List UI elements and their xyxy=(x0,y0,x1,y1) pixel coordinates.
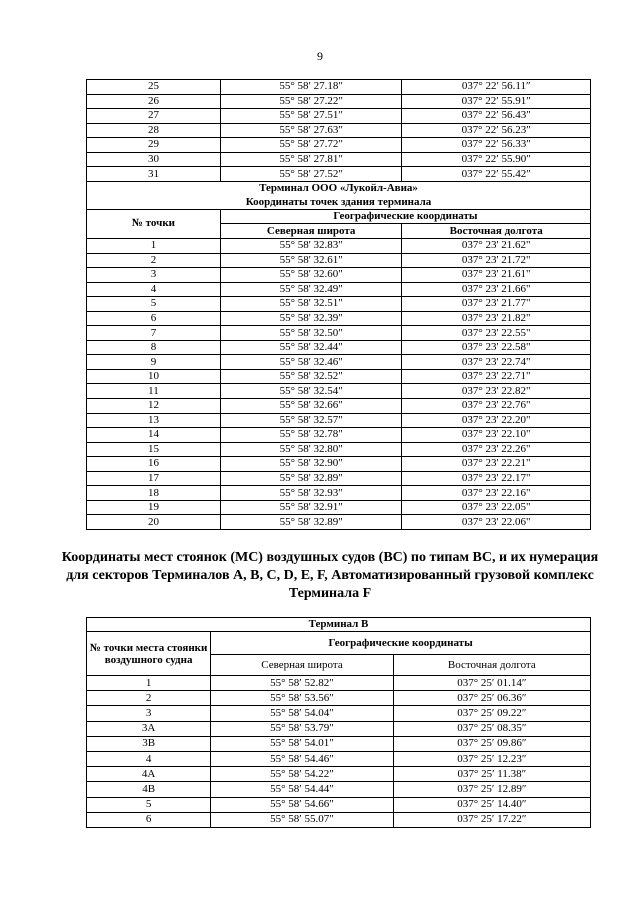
longitude: 037° 25′ 09.86″ xyxy=(393,736,590,751)
point-number: 2 xyxy=(87,253,221,268)
point-number: 25 xyxy=(87,80,221,95)
table-row xyxy=(87,326,591,341)
table-title-row xyxy=(87,618,591,632)
table-row xyxy=(87,138,591,153)
table-row xyxy=(87,167,591,182)
table-row xyxy=(87,297,591,312)
table-row xyxy=(87,369,591,384)
table-row xyxy=(87,782,591,797)
point-number: 4B xyxy=(87,782,211,797)
longitude: 037° 23' 21.62" xyxy=(402,239,591,254)
point-number: 12 xyxy=(87,399,221,414)
longitude: 037° 23' 22.10" xyxy=(402,428,591,443)
longitude: 037° 22′ 56.33″ xyxy=(402,138,591,153)
table-row xyxy=(87,457,591,472)
latitude: 55° 58' 32.61" xyxy=(220,253,402,268)
column-header-lat: Северная широта xyxy=(220,224,402,239)
table-title-row xyxy=(87,181,591,195)
longitude: 037° 22′ 55.91″ xyxy=(402,94,591,109)
point-number: 2 xyxy=(87,691,211,706)
table-row xyxy=(87,340,591,355)
latitude: 55° 58' 32.90" xyxy=(220,457,402,472)
latitude: 55° 58′ 54.01″ xyxy=(211,736,393,751)
longitude: 037° 23' 22.16" xyxy=(402,486,591,501)
latitude: 55° 58' 32.44" xyxy=(220,340,402,355)
table-row xyxy=(87,471,591,486)
table-row xyxy=(87,109,591,124)
column-header-lon: Восточная долгота xyxy=(402,224,591,239)
table-row xyxy=(87,442,591,457)
longitude: 037° 23' 22.20" xyxy=(402,413,591,428)
point-number: 31 xyxy=(87,167,221,182)
latitude: 55° 58′ 27.52″ xyxy=(220,167,402,182)
longitude: 037° 22′ 55.42″ xyxy=(402,167,591,182)
latitude: 55° 58′ 27.51″ xyxy=(220,109,402,124)
latitude: 55° 58′ 54.22″ xyxy=(211,767,393,782)
point-number: 19 xyxy=(87,500,221,515)
point-number: 5 xyxy=(87,297,221,312)
table-row xyxy=(87,413,591,428)
point-number: 6 xyxy=(87,812,211,827)
table-row xyxy=(87,384,591,399)
table-row xyxy=(87,515,591,530)
longitude: 037° 23' 22.26" xyxy=(402,442,591,457)
latitude: 55° 58′ 54.46″ xyxy=(211,751,393,766)
point-number: 26 xyxy=(87,94,221,109)
latitude: 55° 58' 32.49" xyxy=(220,282,402,297)
latitude: 55° 58' 32.57" xyxy=(220,413,402,428)
latitude: 55° 58′ 55.07″ xyxy=(211,812,393,827)
latitude: 55° 58' 32.52" xyxy=(220,369,402,384)
column-header-point: № точки xyxy=(87,209,221,238)
point-number: 1 xyxy=(87,239,221,254)
terminal-b-stands-table xyxy=(86,617,591,828)
longitude: 037° 23' 22.05" xyxy=(402,500,591,515)
longitude: 037° 23' 21.82" xyxy=(402,311,591,326)
latitude: 55° 58′ 27.72″ xyxy=(220,138,402,153)
point-number: 18 xyxy=(87,486,221,501)
latitude: 55° 58′ 52.82″ xyxy=(211,676,393,691)
longitude: 037° 25′ 12.23″ xyxy=(393,751,590,766)
longitude: 037° 23' 21.61" xyxy=(402,268,591,283)
latitude: 55° 58′ 27.22″ xyxy=(220,94,402,109)
table-row xyxy=(87,797,591,812)
column-header-lon: Восточная долгота xyxy=(393,655,590,676)
point-number: 27 xyxy=(87,109,221,124)
latitude: 55° 58' 32.93" xyxy=(220,486,402,501)
latitude: 55° 58' 32.46" xyxy=(220,355,402,370)
longitude: 037° 23' 22.17" xyxy=(402,471,591,486)
longitude: 037° 22′ 55.90″ xyxy=(402,152,591,167)
latitude: 55° 58' 32.78" xyxy=(220,428,402,443)
table-row xyxy=(87,123,591,138)
latitude: 55° 58' 32.89" xyxy=(220,515,402,530)
table-row xyxy=(87,500,591,515)
longitude: 037° 23' 22.71" xyxy=(402,369,591,384)
column-header-geo: Географические координаты xyxy=(211,632,591,655)
point-number: 29 xyxy=(87,138,221,153)
point-number: 10 xyxy=(87,369,221,384)
header-row xyxy=(87,209,591,224)
point-number: 14 xyxy=(87,428,221,443)
latitude: 55° 58′ 54.66″ xyxy=(211,797,393,812)
longitude: 037° 23' 21.72" xyxy=(402,253,591,268)
latitude: 55° 58' 32.50" xyxy=(220,326,402,341)
table-subtitle: Координаты точек здания терминала xyxy=(87,195,591,209)
table-row xyxy=(87,80,591,95)
table-subtitle-row xyxy=(87,195,591,209)
latitude: 55° 58′ 53.79″ xyxy=(211,721,393,736)
longitude: 037° 23' 22.21" xyxy=(402,457,591,472)
point-number: 16 xyxy=(87,457,221,472)
latitude: 55° 58' 32.83" xyxy=(220,239,402,254)
column-header-lat: Северная широта xyxy=(211,655,393,676)
point-number: 9 xyxy=(87,355,221,370)
table-row xyxy=(87,355,591,370)
longitude: 037° 25′ 12.89″ xyxy=(393,782,590,797)
longitude: 037° 22′ 56.23″ xyxy=(402,123,591,138)
table-row xyxy=(87,486,591,501)
latitude: 55° 58' 32.54" xyxy=(220,384,402,399)
table-row xyxy=(87,268,591,283)
longitude: 037° 23' 22.06" xyxy=(402,515,591,530)
table-row xyxy=(87,428,591,443)
table-row xyxy=(87,812,591,827)
latitude: 55° 58′ 54.04″ xyxy=(211,706,393,721)
latitude: 55° 58' 32.66" xyxy=(220,399,402,414)
longitude: 037° 25′ 01.14″ xyxy=(393,676,590,691)
column-header-point: № точки места стоянки воздушного судна xyxy=(87,632,211,676)
point-number: 6 xyxy=(87,311,221,326)
longitude: 037° 23' 22.74" xyxy=(402,355,591,370)
table-row xyxy=(87,751,591,766)
longitude: 037° 23' 22.58" xyxy=(402,340,591,355)
point-number: 30 xyxy=(87,152,221,167)
latitude: 55° 58′ 27.18″ xyxy=(220,80,402,95)
point-number: 11 xyxy=(87,384,221,399)
point-number: 4A xyxy=(87,767,211,782)
point-number: 3 xyxy=(87,268,221,283)
table-row xyxy=(87,239,591,254)
table-row xyxy=(87,691,591,706)
longitude: 037° 23' 22.76" xyxy=(402,399,591,414)
longitude: 037° 25′ 08.35″ xyxy=(393,721,590,736)
latitude: 55° 58′ 54.44″ xyxy=(211,782,393,797)
point-number: 3A xyxy=(87,721,211,736)
longitude: 037° 25′ 14.40″ xyxy=(393,797,590,812)
point-number: 15 xyxy=(87,442,221,457)
point-number: 28 xyxy=(87,123,221,138)
point-number: 13 xyxy=(87,413,221,428)
latitude: 55° 58′ 53.56″ xyxy=(211,691,393,706)
latitude: 55° 58' 32.60" xyxy=(220,268,402,283)
longitude: 037° 23' 22.82" xyxy=(402,384,591,399)
point-number: 1 xyxy=(87,676,211,691)
point-number: 7 xyxy=(87,326,221,341)
table-row xyxy=(87,721,591,736)
latitude: 55° 58' 32.89" xyxy=(220,471,402,486)
longitude: 037° 22′ 56.43″ xyxy=(402,109,591,124)
section-heading: Координаты мест стоянок (МС) воздушных судов (ВС) по типам ВС, и их нумерация для секторов Терминалов A, B, C, D, E, F, Автоматизированный грузовой комплекс Терминала F xyxy=(61,550,599,601)
table-row xyxy=(87,253,591,268)
terminal-title: Терминал B xyxy=(87,618,591,632)
longitude: 037° 23' 21.66" xyxy=(402,282,591,297)
table-row xyxy=(87,676,591,691)
point-number: 20 xyxy=(87,515,221,530)
terminal-title: Терминал ООО «Лукойл-Авиа» xyxy=(87,181,591,195)
table-row xyxy=(87,706,591,721)
longitude: 037° 23' 22.55" xyxy=(402,326,591,341)
longitude: 037° 22′ 56.11″ xyxy=(402,80,591,95)
terminal-lukoil-coordinates-table xyxy=(86,79,591,530)
latitude: 55° 58' 32.91" xyxy=(220,500,402,515)
longitude: 037° 25′ 17.22″ xyxy=(393,812,590,827)
longitude: 037° 25′ 06.36″ xyxy=(393,691,590,706)
point-number: 5 xyxy=(87,797,211,812)
table-row xyxy=(87,152,591,167)
longitude: 037° 25′ 09.22″ xyxy=(393,706,590,721)
point-number: 8 xyxy=(87,340,221,355)
point-number: 4 xyxy=(87,282,221,297)
page-number: 9 xyxy=(317,49,323,63)
table-row xyxy=(87,767,591,782)
table-row xyxy=(87,282,591,297)
table-row xyxy=(87,311,591,326)
table-row xyxy=(87,736,591,751)
longitude: 037° 25′ 11.38″ xyxy=(393,767,590,782)
point-number: 3B xyxy=(87,736,211,751)
column-header-geo: Географические координаты xyxy=(220,209,590,224)
latitude: 55° 58' 32.51" xyxy=(220,297,402,312)
latitude: 55° 58′ 27.63″ xyxy=(220,123,402,138)
header-row xyxy=(87,632,591,655)
table-row xyxy=(87,94,591,109)
longitude: 037° 23' 21.77" xyxy=(402,297,591,312)
point-number: 17 xyxy=(87,471,221,486)
point-number: 4 xyxy=(87,751,211,766)
point-number: 3 xyxy=(87,706,211,721)
latitude: 55° 58' 32.39" xyxy=(220,311,402,326)
latitude: 55° 58′ 27.81″ xyxy=(220,152,402,167)
table-row xyxy=(87,399,591,414)
latitude: 55° 58' 32.80" xyxy=(220,442,402,457)
